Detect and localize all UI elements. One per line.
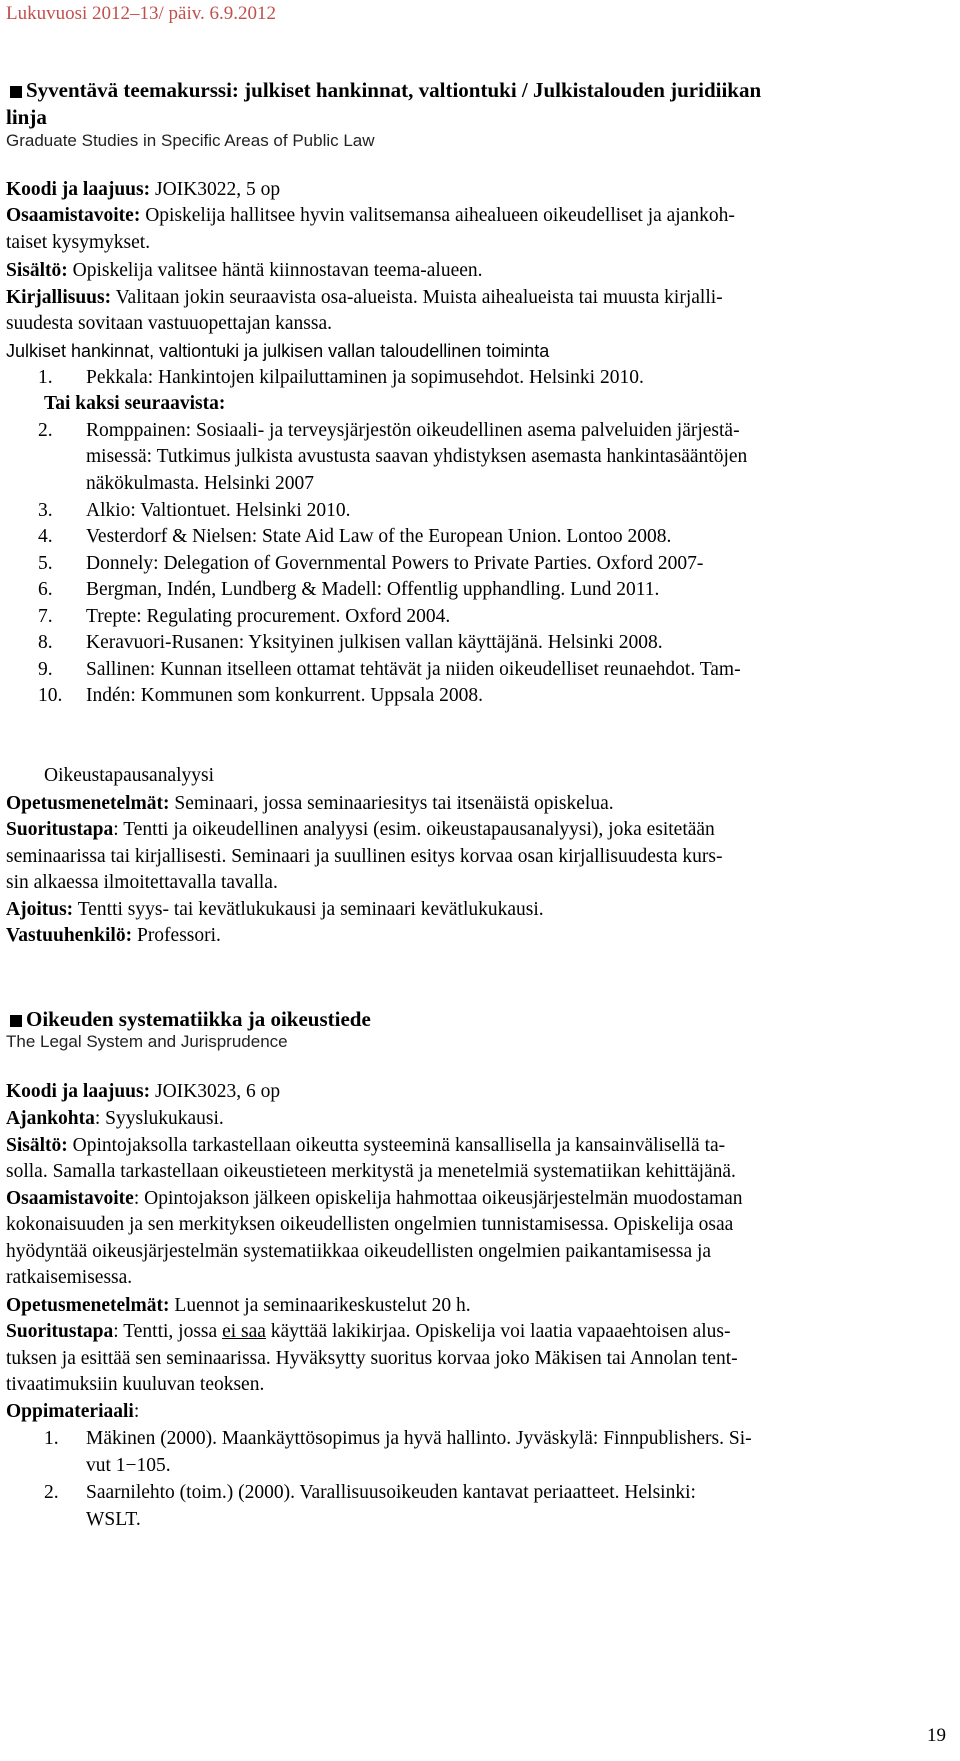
or-two-heading: Tai kaksi seuraavista: — [44, 393, 226, 414]
course1-title-cont: linja — [6, 105, 47, 129]
course1-goal: Osaamistavoite: Opiskelija hallitsee hyvin valitsemansa aihealueen oikeudelliset ja ajankoh- — [6, 205, 735, 226]
page-number: 19 — [927, 1725, 946, 1746]
course1-literature: Kirjallisuus: Valitaan jokin seuraavista osa-alueista. Muista aihealueista tai muusta kirjalli- — [6, 287, 723, 308]
course1-literature-cont: suudesta sovitaan vastuuopettajan kanssa. — [6, 313, 333, 334]
list-item-cont: vut 1−105. — [86, 1455, 171, 1476]
course1-execution-cont: seminaarissa tai kirjallisesti. Seminaari ja suullinen esitys korvaa osan kirjallisuudesta kurs- — [6, 846, 723, 867]
list-item-cont: näkökulmasta. Helsinki 2007 — [86, 473, 315, 494]
course2-methods: Opetusmenetelmät: Luennot ja seminaarikeskustelut 20 h. — [6, 1295, 471, 1316]
course1-responsible: Vastuuhenkilö: Professori. — [6, 925, 221, 946]
course1-lit-group-heading: Julkiset hankinnat, valtiontuki ja julkisen vallan taloudellinen toiminta — [6, 341, 550, 361]
course1-content: Sisältö: Opiskelija valitsee häntä kiinnostavan teema-alueen. — [6, 260, 483, 281]
course1-methods: Opetusmenetelmät: Seminaari, jossa seminaariesitys tai itsenäistä opiskelua. — [6, 793, 614, 814]
square-bullet-icon — [10, 86, 22, 98]
course2-content: Sisältö: Opintojaksolla tarkastellaan oikeutta systeeminä kansallisella ja kansainvälisellä ta- — [6, 1135, 726, 1156]
document-page: Lukuvuosi 2012–13/ päiv. 6.9.2012 Syventävä teemakurssi: julkiset hankinnat, valtiontuki / Julkistalouden juridiikan linja Graduate Studies in Specific Areas of Public Law Koodi ja laajuus: JOIK3022, 5 op Osaamistavoite: Opiskelija hallitsee hyvin valitsemansa aihealueen oikeudelliset ja ajankoh- taiset kysymykset. Sisältö: Opiskelija valitsee häntä kiinnostavan teema-alueen. Kirjallisuus: Valitaan jokin seuraavista osa-alueista. Muista aihealueista tai muusta kirjalli- suudesta sovitaan vastuuopettajan kanssa. Julkiset hankinnat, valtiontuki ja julkisen vallan taloudellinen toiminta 1. Pekkala: Hankintojen kilpailuttaminen ja sopimusehdot. Helsinki 2010. Tai kaksi seuraavista: 2. Romppainen: Sosiaali- ja terveysjärjestön oikeudellinen asema palveluiden järjestä- misessä: Tutkimus julkista avustusta saavan yhdistyksen asemasta hankintasääntöjen näkökulmasta. Helsinki 2007 3. Alkio: Valtiontuet. Helsinki 2010. 4. Vesterdorf & Nielsen: State Aid Law of the European Union. Lontoo 2008. 5. Donnely: Delegation of Governmental Powers to Private Parties. Oxford 2007- 6. Bergman, Indén, Lundberg & Madell: Offentlig upphandling. Lund 2011. 7. Trepte: Regulating procurement. Oxford 2004. 8. Keravuori-Rusanen: Yksityinen julkisen vallan käyttäjänä. Helsinki 2008. 9. Sallinen: Kunnan itselleen ottamat tehtävät ja niiden oikeudelliset reunaehdot. Tam- 10. Indén: Kommunen som konkurrent. Uppsala 2008. Oikeustapausanalyysi Opetusmenetelmät: Seminaari, jossa seminaariesitys tai itsenäistä opiskelua. Suoritustapa: Tentti ja oikeudellinen analyysi (esim. oikeustapausanalyysi), joka esitetään seminaarissa tai kirjallisesti. Seminaari ja suullinen esitys korvaa osan kirjallisuudesta kurs- sin alkaessa ilmoitettavalla tavalla. Ajoitus: Tentti syys- tai kevätlukukausi ja seminaari kevätlukukausi. Vastuuhenkilö: Professori. Oikeuden systematiikka ja oikeustiede The Legal System and Jurisprudence Koodi ja laajuus: JOIK3023, 6 op Ajankohta: Syyslukukausi. Sisältö: Opintojaksolla tarkastellaan oikeutta systeeminä kansallisella ja kansainvälisellä ta- solla. Samalla tarkastellaan oikeustieteen merkitystä ja menetelmiä systematiikan kehittäjänä. Osaamistavoite: Opintojakson jälkeen opiskelija hahmottaa oikeusjärjestelmän muodostaman kokonaisuuden ja sen merkityksen oikeudellisten ongelmien tunnistamisessa. Opiskelija osaa hyödyntää oikeusjärjestelmän systematiikkaa oikeudellisten ongelmien paikantamisessa ja ratkaisemisessa. Opetusmenetelmät: Luennot ja seminaarikeskustelut 20 h. Suoritustapa: Tentti, jossa ei saa käyttää lakikirjaa. Opiskelija voi laatia vapaaehtoisen alus- tuksen ja esittää sen seminaarissa. Hyväksytty suoritus korvaa joko Mäkisen tai Annolan tent- tivaatimuksiin kuuluvan teoksen. Oppimateriaali: 1. Mäkinen (2000). Maankäyttösopimus ja hyvä hallinto. Jyväskylä: Finnpublishers. Si- vut 1−105. 2. Saarnilehto (toim.) (2000). Varallisuusoikeuden kantavat periaatteet. Helsinki: WSLT. 19 — [0, 0, 960, 1761]
course2-timing: Ajankohta: Syyslukukausi. — [6, 1108, 224, 1129]
course1-goal-cont: taiset kysymykset. — [6, 232, 151, 253]
course1-timing: Ajoitus: Tentti syys- tai kevätlukukausi ja seminaari kevätlukukausi. — [6, 899, 544, 920]
course2-execution-cont: tivaatimuksiin kuuluvan teoksen. — [6, 1374, 265, 1395]
course2-goal-cont: kokonaisuuden ja sen merkityksen oikeudellisten ongelmien tunnistamisessa. Opiskelija osaa — [6, 1214, 734, 1235]
course1-execution-cont: sin alkaessa ilmoitettavalla tavalla. — [6, 872, 278, 893]
case-analysis-heading: Oikeustapausanalyysi — [44, 765, 215, 786]
course1-code: Koodi ja laajuus: JOIK3022, 5 op — [6, 179, 281, 200]
course2-content-cont: solla. Samalla tarkastellaan oikeustieteen merkitystä ja menetelmiä systematiikan kehittäjänä. — [6, 1161, 736, 1182]
course1-title: Syventävä teemakurssi: julkiset hankinnat, valtiontuki / Julkistalouden juridiikan — [6, 77, 952, 104]
course2-subtitle: The Legal System and Jurisprudence — [6, 1032, 288, 1051]
list-item-cont: misessä: Tutkimus julkista avustusta saavan yhdistyksen asemasta hankintasääntöjen — [86, 446, 748, 467]
list-item-cont: WSLT. — [86, 1509, 141, 1530]
course2-execution-cont: tuksen ja esittää sen seminaarissa. Hyväksytty suoritus korvaa joko Mäkisen tai Annolan tent- — [6, 1348, 738, 1369]
course2-code: Koodi ja laajuus: JOIK3023, 6 op — [6, 1081, 281, 1102]
course2-materials-heading: Oppimateriaali: — [6, 1401, 140, 1422]
course1-execution: Suoritustapa: Tentti ja oikeudellinen analyysi (esim. oikeustapausanalyysi), joka esitetään — [6, 819, 715, 840]
course2-title: Oikeuden systematiikka ja oikeustiede — [6, 1006, 952, 1033]
running-header: Lukuvuosi 2012–13/ päiv. 6.9.2012 — [6, 3, 277, 24]
course2-execution: Suoritustapa: Tentti, jossa ei saa käyttää lakikirjaa. Opiskelija voi laatia vapaaehtoisen alus- — [6, 1321, 731, 1342]
course2-goal: Osaamistavoite: Opintojakson jälkeen opiskelija hahmottaa oikeusjärjestelmän muodostaman — [6, 1188, 743, 1209]
course2-goal-cont: hyödyntää oikeusjärjestelmän systematiikkaa oikeudellisten ongelmien paikantamisessa ja — [6, 1241, 712, 1262]
course2-goal-cont: ratkaisemisessa. — [6, 1267, 133, 1288]
course1-subtitle: Graduate Studies in Specific Areas of Public Law — [6, 131, 375, 150]
square-bullet-icon — [10, 1015, 22, 1027]
